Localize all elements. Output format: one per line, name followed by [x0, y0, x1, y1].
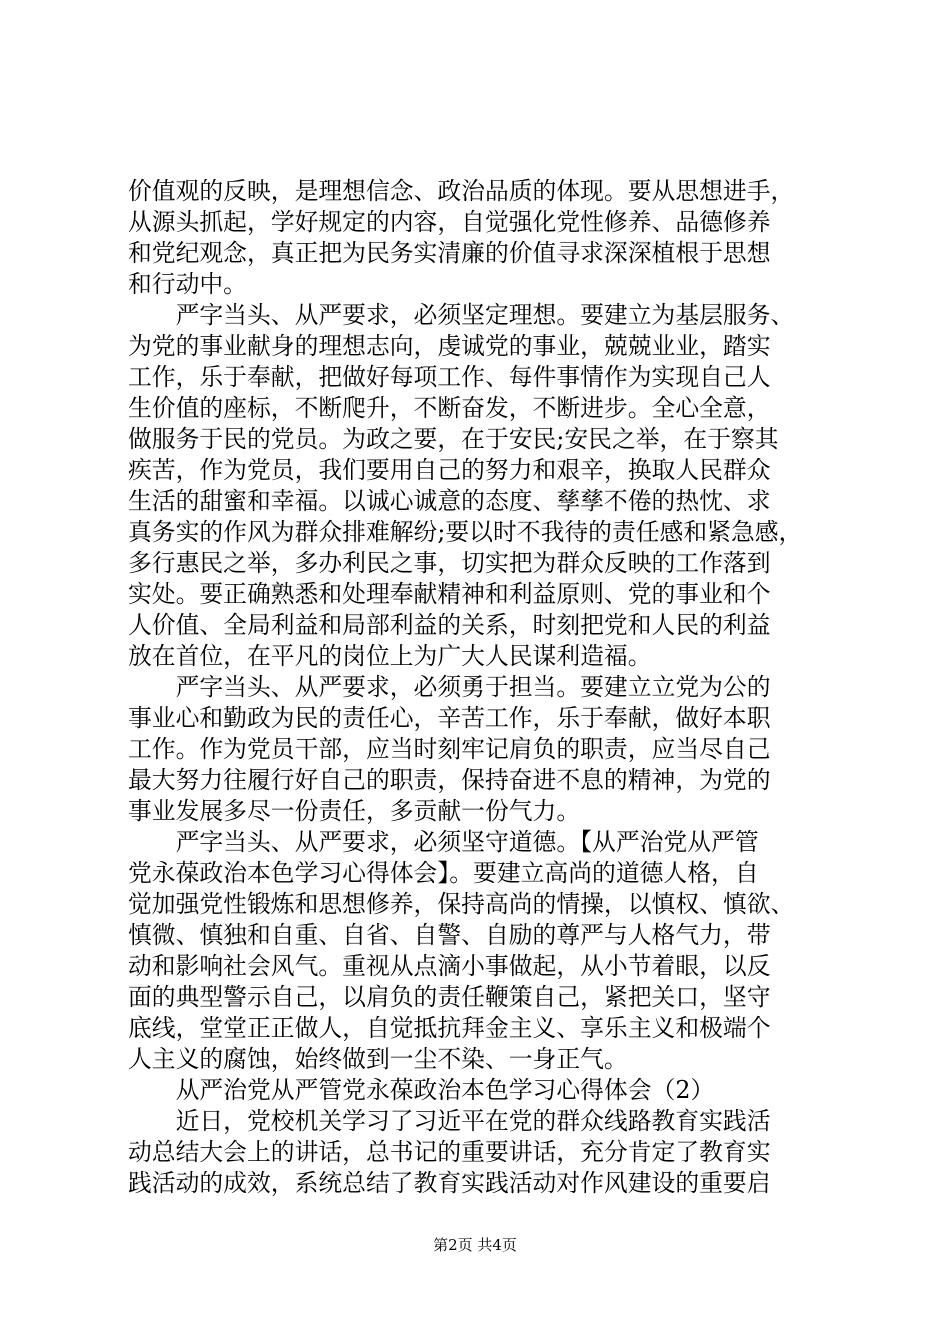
text-line: 从源头抓起，学好规定的内容，自觉强化党性修养、品德修养	[128, 208, 771, 236]
text-line: 践活动的成效，系统总结了教育实践活动对作风建设的重要启	[128, 1169, 771, 1197]
text-line: 严字当头、从严要求，必须勇于担当。要建立立党为公的	[128, 673, 771, 701]
text-line: 做服务于民的党员。为政之要，在于安民;安民之举，在于察其	[128, 425, 779, 453]
text-line: 严字当头、从严要求，必须坚守道德。【从严治党从严管	[128, 828, 759, 856]
section-heading: 从严治党从严管党永葆政治本色学习心得体会（2）	[128, 1076, 715, 1104]
text-line: 和党纪观念，真正把为民务实清廉的价值寻求深深植根于思想	[128, 239, 771, 267]
text-line: 事业发展多尽一份责任，多贡献一份气力。	[128, 797, 581, 825]
page-number: 第2页 共4页	[433, 1236, 517, 1254]
text-line: 底线，堂堂正正做人，自觉抵抗拜金主义、享乐主义和极端个	[128, 1014, 771, 1042]
text-line: 最大努力往履行好自己的职责，保持奋进不息的精神，为党的	[128, 766, 771, 794]
text-line: 严字当头、从严要求，必须坚定理想。要建立为基层服务、	[128, 301, 795, 329]
text-line: 党永葆政治本色学习心得体会】。要建立高尚的道德人格，自	[128, 859, 759, 887]
text-line: 和行动中。	[128, 270, 247, 298]
text-line: 真务实的作风为群众排难解纷;要以时不我待的责任感和紧急感，	[128, 518, 803, 546]
text-line: 动总结大会上的讲话，总书记的重要讲话，充分肯定了教育实	[128, 1138, 771, 1166]
text-line: 为党的事业献身的理想志向，虔诚党的事业，兢兢业业，踏实	[128, 332, 771, 360]
text-line: 慎微、慎独和自重、自省、自警、自励的尊严与人格气力，带	[128, 921, 771, 949]
page-footer	[0, 1235, 950, 1255]
text-line: 动和影响社会风气。重视从点滴小事做起，从小节着眼，以反	[128, 952, 771, 980]
text-line: 人主义的腐蚀，始终做到一尘不染、一身正气。	[128, 1045, 628, 1073]
text-line: 觉加强党性锻炼和思想修养，保持高尚的情操，以慎权、慎欲、	[128, 890, 795, 918]
text-line: 价值观的反映，是理想信念、政治品质的体现。要从思想进手，	[128, 177, 795, 205]
text-line: 面的典型警示自己，以肩负的责任鞭策自己，紧把关口，坚守	[128, 983, 771, 1011]
text-line: 近日，党校机关学习了习近平在党的群众线路教育实践活	[128, 1107, 771, 1135]
body-text	[128, 176, 828, 1199]
text-line: 人价值、全局利益和局部利益的关系，时刻把党和人民的利益	[128, 611, 771, 639]
text-line: 工作，乐于奉献，把做好每项工作、每件事情作为实现自己人	[128, 363, 771, 391]
text-line: 事业心和勤政为民的责任心，辛苦工作，乐于奉献，做好本职	[128, 704, 771, 732]
text-line: 多行惠民之举，多办利民之事，切实把为群众反映的工作落到	[128, 549, 771, 577]
text-line: 工作。作为党员干部，应当时刻牢记肩负的职责，应当尽自己	[128, 735, 771, 763]
text-line: 放在首位，在平凡的岗位上为广大人民谋利造福。	[128, 642, 652, 670]
text-line: 疾苦，作为党员，我们要用自己的努力和艰辛，换取人民群众	[128, 456, 771, 484]
text-line: 实处。要正确熟悉和处理奉献精神和利益原则、党的事业和个	[128, 580, 771, 608]
text-line: 生活的甜蜜和幸福。以诚心诚意的态度、孳孳不倦的热忱、求	[128, 487, 771, 515]
text-line: 生价值的座标，不断爬升，不断奋发，不断进步。全心全意，	[128, 394, 771, 422]
